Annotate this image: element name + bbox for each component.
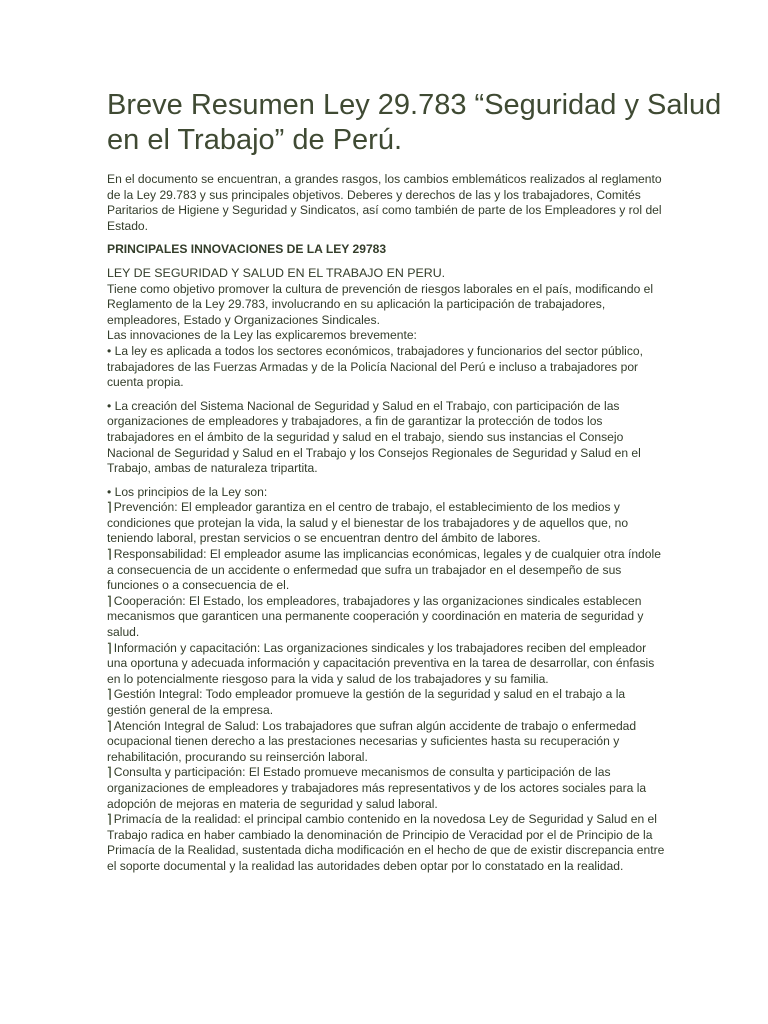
principle-text: Consulta y participación: El Estado promueve mecanismos de consulta y participación de las organizaciones de empleadores y trabajadores más representativos y de los actores sociales para la adopción de mejoras en materia de seguridad y salud laboral.	[107, 765, 647, 811]
principle-bracket-icon: ⌉	[107, 765, 112, 780]
principle-text: Primacía de la realidad: el principal cambio contenido en la novedosa Ley de Seguridad y Salud en el Trabajo radica en haber cambiado la denominación de Principio de Veracidad por el de Principio de la Primacía de la Realidad, sustentada dicha modificación en el hecho de que de existir discrepancia entre el soporte documental y la realidad las autoridades deben optar por lo constatado en la realidad.	[107, 812, 665, 873]
bullet-item: • La creación del Sistema Nacional de Seguridad y Salud en el Trabajo, con participación de las organizaciones de empleadores y trabajadores, a fin de garantizar la protección de todos los trabajadores en el ámbito de la seguridad y salud en el trabajo, siendo sus instancias el Consejo Nacional de Seguridad y Salud en el Trabajo y los Consejos Regionales de Seguridad y Salud en el Trabajo, ambas de naturaleza tripartita.	[107, 398, 641, 476]
section-heading: PRINCIPALES INNOVACIONES DE LA LEY 29783	[107, 242, 387, 257]
principle-text: Información y capacitación: Las organizaciones sindicales y los trabajadores reciben del empleador una oportuna y adecuada información y capacitación preventiva en la tarea de desarrollar, con énfasis en lo potencialmente riesgoso para la vida y salud de los trabajadores y su familia.	[107, 640, 655, 686]
principle-item	[107, 765, 667, 812]
objective-paragraph: Tiene como objetivo promover la cultura de prevención de riesgos laborales en el país, modificando el Reglamento de la Ley 29.783, involucrando en su aplicación la participación de trabajadores, empleadores, Estado y Organizaciones Sindicales.	[107, 281, 654, 327]
principle-text: Cooperación: El Estado, los empleadores, trabajadores y las organizaciones sindicales establecen mecanismos que garanticen una permanente cooperación y coordinación en materia de seguridad y salud.	[107, 593, 644, 640]
document-title: Breve Resumen Ley 29.783 “Seguridad y Salud en el Trabajo” de Perú.	[107, 89, 722, 156]
principle-bracket-icon: ⌉	[107, 640, 112, 655]
intro-paragraph: En el documento se encuentran, a grandes rasgos, los cambios emblemáticos realizados al reglamento de la Ley 29.783 y sus principales objetivos. Deberes y derechos de las y los trabajadores, Comités Paritarios de Higiene y Seguridad y Sindicatos, así como también de parte de los Empleadores y rol del Estado.	[107, 172, 662, 233]
principles-intro: • Los principios de la Ley son:	[107, 484, 268, 499]
principle-item	[107, 812, 667, 874]
principles-list	[107, 500, 667, 874]
principle-bracket-icon: ⌉	[107, 718, 112, 733]
principle-item	[107, 719, 667, 766]
bullet-item: • La ley es aplicada a todos los sectores económicos, trabajadores y funcionarios del sector público, trabajadores de las Fuerzas Armadas y de la Policía Nacional del Perú e incluso a trabajadores por cuenta propia.	[107, 343, 643, 390]
principle-text: Atención Integral de Salud: Los trabajadores que sufran algún accidente de trabajo o enfermedad ocupacional tienen derecho a las prestaciones necesarias y suficientes hasta su recuperación y rehabilitación, procurando su reinserción laboral.	[107, 718, 637, 764]
principle-bracket-icon: ⌉	[107, 593, 112, 608]
principle-bracket-icon: ⌉	[107, 547, 112, 562]
principle-item	[107, 687, 667, 718]
principle-item	[107, 547, 667, 594]
law-name: LEY DE SEGURIDAD Y SALUD EN EL TRABAJO EN PERU.	[107, 265, 446, 280]
principle-bracket-icon: ⌉	[107, 687, 112, 702]
document-body	[107, 172, 667, 875]
principle-item	[107, 594, 667, 641]
principle-item	[107, 641, 667, 688]
principle-bracket-icon: ⌉	[107, 500, 112, 515]
principle-item	[107, 500, 667, 547]
innovations-intro: Las innovaciones de la Ley las explicaremos brevemente:	[107, 328, 417, 343]
principle-text: Prevención: El empleador garantiza en el centro de trabajo, el establecimiento de los medios y condiciones que protejan la vida, la salud y el bienestar de los trabajadores y de aquellos que, no teniendo laboral, prestan servicios o se encuentran dentro del ámbito de labores.	[107, 500, 629, 546]
principle-text: Responsabilidad: El empleador asume las implicancias económicas, legales y de cualquier otra índole a consecuencia de un accidente o enfermedad que sufra un trabajador en el desempeño de sus funciones o a consecuencia de el.	[107, 547, 661, 593]
principle-bracket-icon: ⌉	[107, 812, 112, 827]
principle-text: Gestión Integral: Todo empleador promueve la gestión de la seguridad y salud en el trabajo a la gestión general de la empresa.	[107, 687, 626, 717]
